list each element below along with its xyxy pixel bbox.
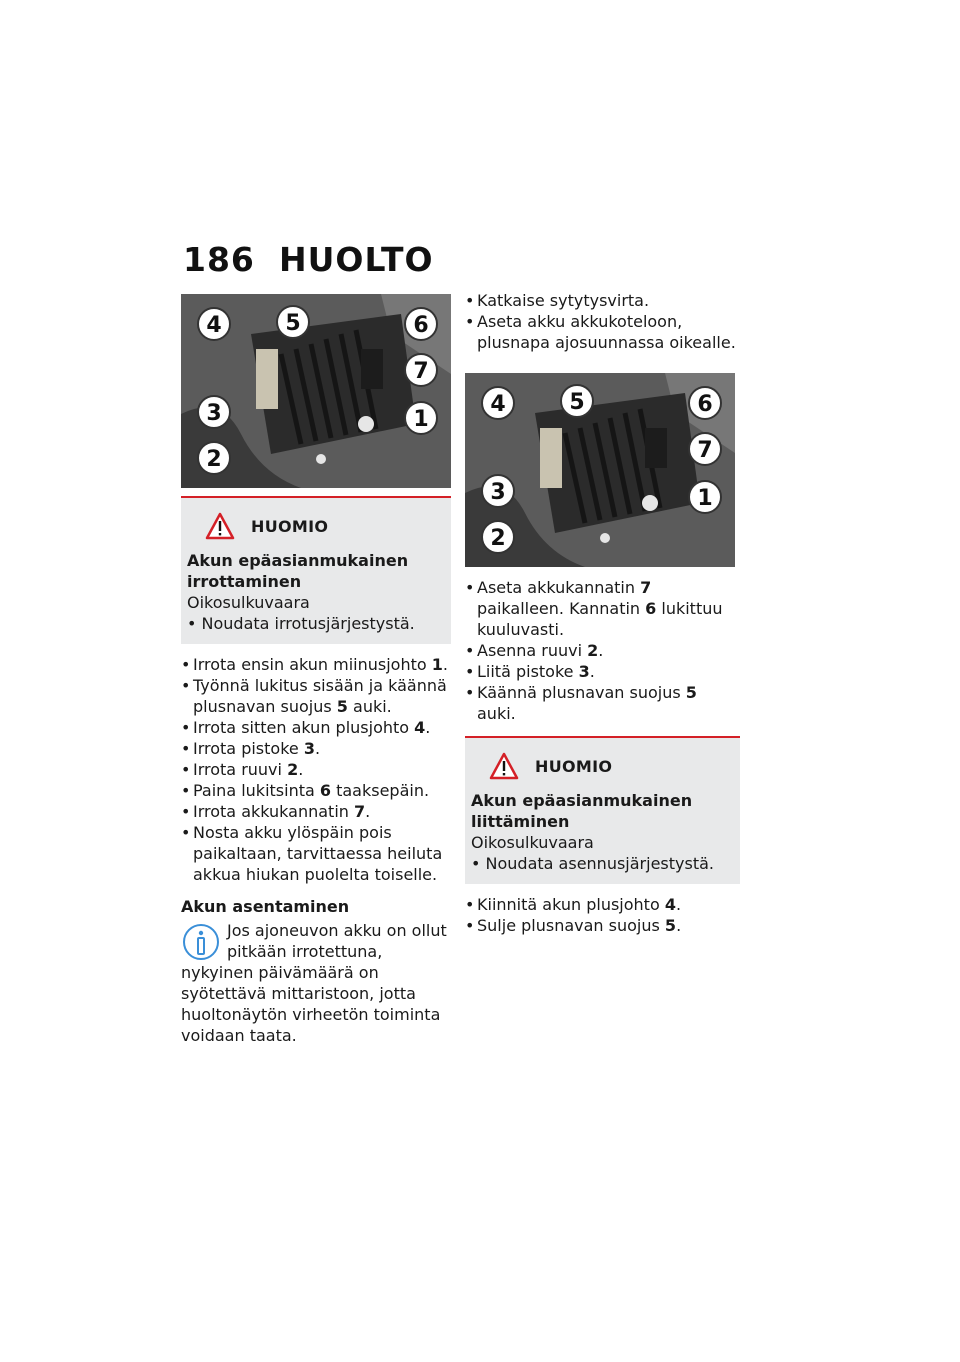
list-item: • Sulje plusnavan suojus 5. [465,915,740,936]
photo-label-7: 7 [413,359,429,384]
notice-subtitle: Akun epäasianmukainen irrottaminen [187,551,409,591]
install-steps-mid [465,577,740,724]
page-number: 186 [183,240,255,279]
battery-photo-removal [181,294,451,488]
list-item: • Aseta akkukannatin 7 paikalleen. Kannatin 6 lukittuu kuuluvasti. [465,577,740,640]
battery-photo-art [465,373,735,567]
warning-triangle-icon [205,512,235,540]
list-item: • Asenna ruuvi 2. [465,640,740,661]
photo-label-5: 5 [285,311,301,336]
list-item: • Aseta akku akkukoteloon, plusnapa ajosuunnassa oikealle. [465,311,740,353]
notice-title: HUOMIO [535,756,613,776]
notice-title: HUOMIO [251,516,329,536]
list-item: • Irrota akkukannatin 7. [181,801,451,822]
list-item: • Nosta akku ylöspäin pois paikaltaan, tarvittaessa heiluta akkua hiukan puolelta toiselle. [181,822,451,885]
photo-label-1: 1 [413,407,429,432]
list-item: • Irrota pistoke 3. [181,738,451,759]
photo-label-4: 4 [206,313,222,338]
list-item: • Työnnä lukitus sisään ja käännä plusnavan suojus 5 auki. [181,675,451,717]
list-item: • Irrota ensin akun miinusjohto 1. [181,654,451,675]
chapter-title: HUOLTO [279,240,434,279]
list-item: • Liitä pistoke 3. [465,661,740,682]
list-item: • Käännä plusnavan suojus 5 auki. [465,682,740,724]
list-item: • Kiinnitä akun plusjohto 4. [465,894,740,915]
removal-steps [181,654,451,885]
photo-label-6: 6 [413,313,429,338]
right-column [465,290,740,936]
photo-label-1: 1 [697,486,713,511]
list-item: • Katkaise sytytysvirta. [465,290,740,311]
install-steps-bottom [465,894,740,936]
notice-install [465,736,740,884]
list-item: • Irrota ruuvi 2. [181,759,451,780]
photo-label-6: 6 [697,392,713,417]
install-steps-top [465,290,740,353]
page-header [183,240,434,279]
warning-triangle-icon [489,752,519,780]
notice-removal [181,496,451,644]
list-item: • Irrota sitten akun plusjohto 4. [181,717,451,738]
info-text: Jos ajoneuvon akku on ollut pitkään irrotettuna, nykyinen päivämäärä on syötettävä mittaristoon, jotta huoltonäytön virheetön toiminta voidaan taata. [181,921,447,1045]
photo-label-2: 2 [490,526,506,551]
info-note [181,920,451,1046]
notice-type: Oikosulkuvaara [187,593,310,612]
notice-subtitle: Akun epäasianmukainen liittäminen [471,791,693,831]
photo-label-2: 2 [206,447,222,472]
list-item: • Paina lukitsinta 6 taaksepäin. [181,780,451,801]
photo-label-3: 3 [206,401,222,426]
photo-label-3: 3 [490,480,506,505]
photo-label-7: 7 [697,438,713,463]
notice-type: Oikosulkuvaara [471,833,594,852]
left-column [181,294,451,1046]
photo-label-5: 5 [569,390,585,415]
battery-photo-install [465,373,735,567]
section-heading-install: Akun asentaminen [181,897,350,916]
battery-photo-art [181,294,451,488]
info-icon [181,922,221,962]
notice-bullet: • Noudata asennusjärjestystä. [471,854,714,873]
photo-label-4: 4 [490,392,506,417]
notice-bullet: • Noudata irrotusjärjestystä. [187,614,415,633]
